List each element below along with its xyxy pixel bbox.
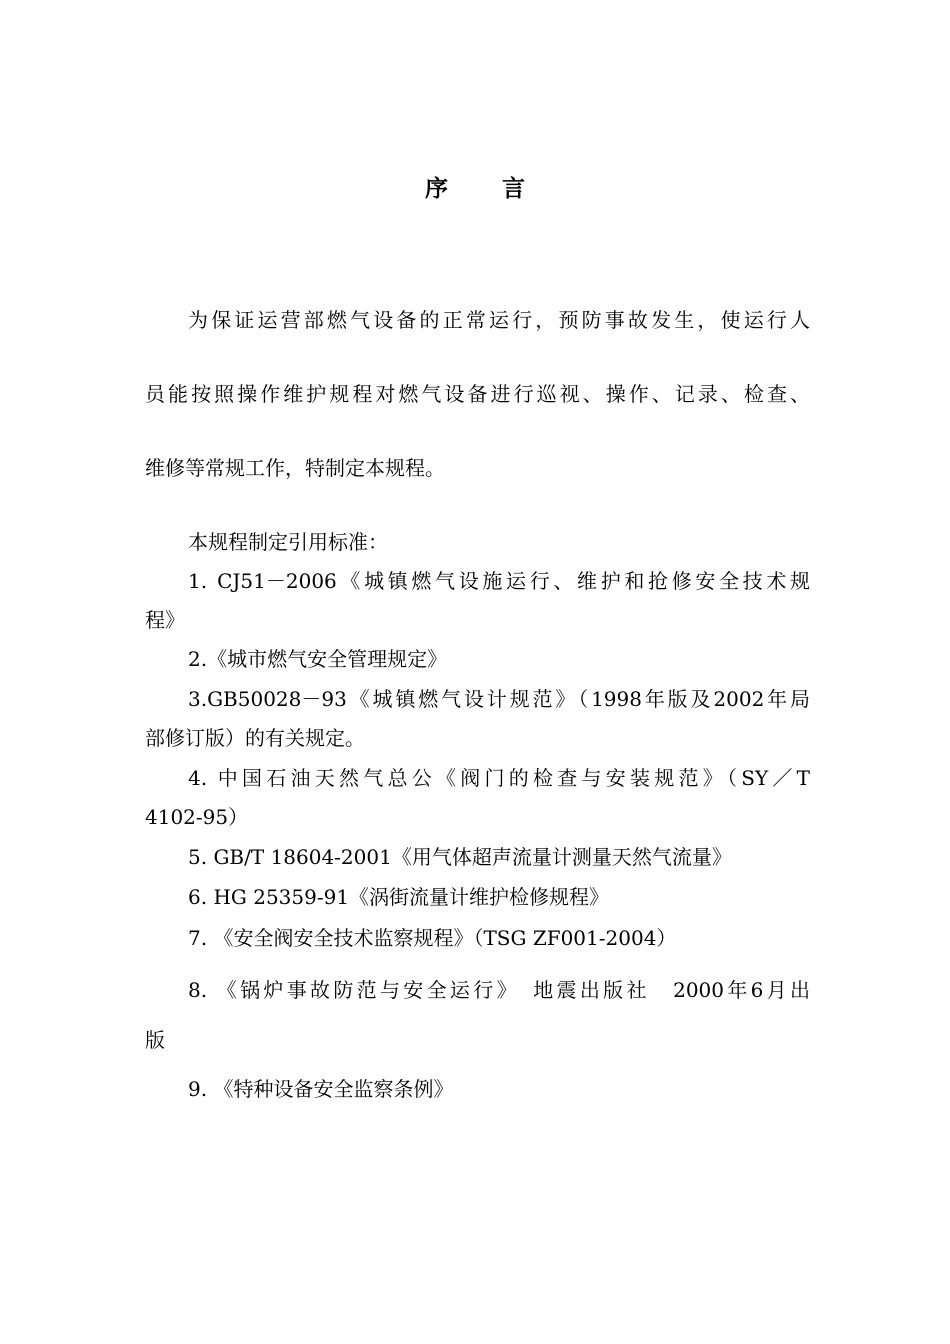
standard-2: 2.《城市燃气安全管理规定》 xyxy=(188,647,448,671)
standards-heading: 本规程制定引用标准： xyxy=(188,530,388,554)
intro-line-3: 维修等常规工作，特制定本规程。 xyxy=(145,456,445,480)
standard-5: 5. GB/T 18604-2001《用气体超声流量计测量天然气流量》 xyxy=(188,845,732,869)
standard-3: 3.GB50028－93《城镇燃气设计规范》（1998年版及2002年局 xyxy=(188,687,810,711)
standard-8: 8. 《锅炉事故防范与安全运行》 地震出版社 2000年6月出 xyxy=(188,978,810,1002)
standard-8-continued: 版 xyxy=(145,1028,165,1052)
standard-1: 1. CJ51－2006《城镇燃气设施运行、维护和抢修安全技术规 xyxy=(188,569,810,593)
intro-line-1: 为保证运营部燃气设备的正常运行，预防事故发生，使运行人 xyxy=(188,308,810,332)
standard-9: 9. 《特种设备安全监察条例》 xyxy=(188,1077,454,1101)
standard-4-continued: 4102-95） xyxy=(145,805,249,829)
intro-line-2: 员能按照操作维护规程对燃气设备进行巡视、操作、记录、检查、 xyxy=(145,382,810,406)
standard-4: 4. 中国石油天然气总公《阀门的检查与安装规范》（SY／T xyxy=(188,766,810,790)
standard-7: 7. 《安全阀安全技术监察规程》（TSG ZF001-2004） xyxy=(188,926,677,950)
standard-1-continued: 程》 xyxy=(145,608,185,632)
page-title: 序言 xyxy=(425,175,579,202)
standard-3-continued: 部修订版）的有关规定。 xyxy=(145,726,365,750)
standard-6: 6. HG 25359-91《涡街流量计维护检修规程》 xyxy=(188,885,610,909)
